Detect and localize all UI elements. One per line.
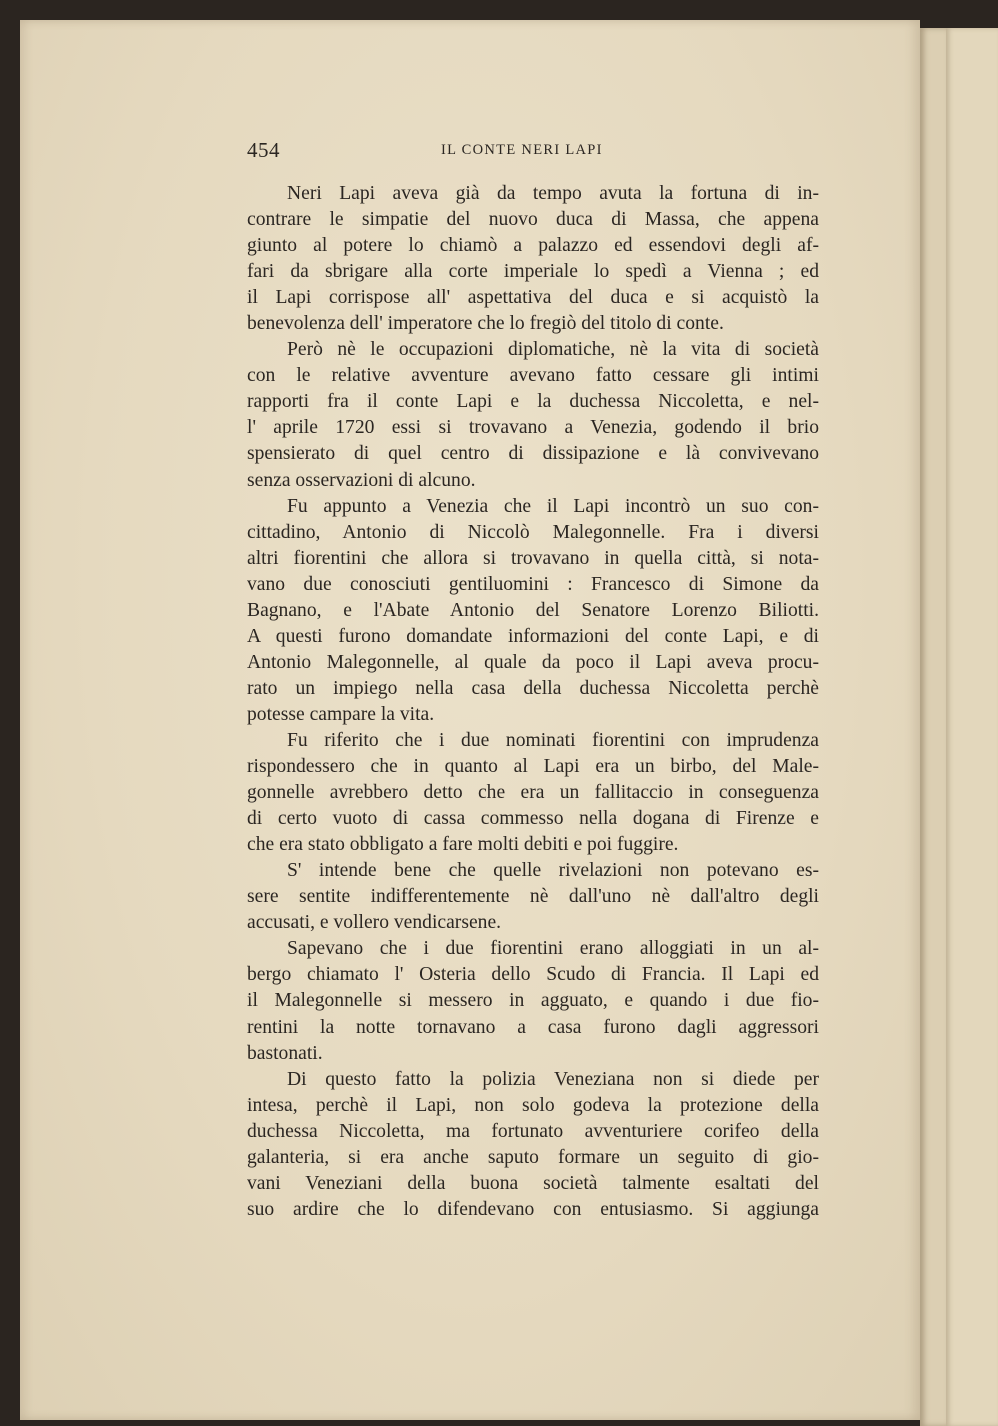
text-line: vani Veneziani della buona società talmente esaltati del — [247, 1172, 819, 1194]
text-line: fari da sbrigare alla corte imperiale lo spedì a Vienna ; ed — [247, 261, 819, 283]
text-line: duchessa Niccoletta, ma fortunato avventuriere corifeo della — [247, 1120, 819, 1142]
text-line: contrare le simpatie del nuovo duca di Massa, che appena — [247, 209, 819, 231]
text-line: gonnelle avrebbero detto che era un fallitaccio in conseguenza — [247, 782, 819, 804]
text-line: benevolenza dell' imperatore che lo fregiò del titolo di conte. — [247, 313, 724, 335]
text-line: rentini la notte tornavano a casa furono dagli aggressori — [247, 1016, 819, 1038]
text-line: accusati, e vollero vendicarsene. — [247, 912, 502, 934]
text-line: Di questo fatto la polizia Veneziana non si diede per — [287, 1068, 819, 1090]
text-line: potesse campare la vita. — [247, 703, 435, 725]
text-line: vano due conosciuti gentiluomini : Francesco di Simone da — [247, 573, 819, 595]
text-line: Fu riferito che i due nominati fiorentini con imprudenza — [287, 729, 819, 751]
text-line: A questi furono domandate informazioni del conte Lapi, e di — [247, 625, 819, 647]
text-line: spensierato di quel centro di dissipazione e là convivevano — [247, 443, 819, 465]
text-line: S' intende bene che quelle rivelazioni non potevano es- — [287, 860, 819, 882]
text-line: Però nè le occupazioni diplomatiche, nè la vita di società — [287, 339, 819, 361]
text-line: che era stato obbligato a fare molti debiti e poi fuggire. — [247, 834, 679, 856]
text-line: bastonati. — [247, 1042, 323, 1064]
text-line: giunto al potere lo chiamò a palazzo ed essendovi degli af- — [247, 235, 819, 257]
text-line: Sapevano che i due fiorentini erano alloggiati in un al- — [287, 938, 819, 960]
text-line: galanteria, si era anche saputo formare un seguito di gio- — [247, 1146, 819, 1168]
text-line: altri fiorentini che allora si trovavano in quella città, si nota- — [247, 547, 819, 569]
text-line: il Lapi corrispose all' aspettativa del duca e si acquistò la — [247, 287, 819, 309]
text-line: bergo chiamato l' Osteria dello Scudo di Francia. Il Lapi ed — [247, 964, 819, 986]
running-title: IL CONTE NERI LAPI — [441, 142, 603, 158]
text-line: rapporti fra il conte Lapi e la duchessa Niccoletta, e nel- — [247, 391, 819, 413]
text-line: l' aprile 1720 essi si trovavano a Venezia, godendo il brio — [247, 417, 819, 439]
text-line: suo ardire che lo difendevano con entusiasmo. Si aggiunga — [247, 1198, 819, 1220]
text-line: Neri Lapi aveva già da tempo avuta la fortuna di in- — [287, 183, 819, 204]
text-line: cittadino, Antonio di Niccolò Malegonnelle. Fra i diversi — [247, 521, 819, 543]
text-line: Fu appunto a Venezia che il Lapi incontrò un suo con- — [287, 495, 819, 517]
text-line: Bagnano, e l'Abate Antonio del Senatore Lorenzo Biliotti. — [247, 599, 819, 621]
page-header — [247, 138, 819, 166]
facing-page-margin — [946, 28, 998, 1426]
text-line: di certo vuoto di cassa commesso nella dogana di Firenze e — [247, 808, 819, 830]
page-number: 454 — [247, 138, 280, 162]
facing-page-edge — [920, 28, 946, 1426]
text-line: Antonio Malegonnelle, al quale da poco il Lapi aveva procu- — [247, 651, 819, 673]
text-line: sere sentite indifferentemente nè dall'uno nè dall'altro degli — [247, 886, 819, 908]
text-line: intesa, perchè il Lapi, non solo godeva la protezione della — [247, 1094, 819, 1116]
text-line: senza osservazioni di alcuno. — [247, 469, 476, 491]
text-line: rispondessero che in quanto al Lapi era un birbo, del Male- — [247, 756, 819, 778]
text-line: il Malegonnelle si messero in agguato, e quando i due fio- — [247, 990, 819, 1012]
text-line: con le relative avventure avevano fatto cessare gli intimi — [247, 365, 819, 387]
body-text — [247, 181, 819, 1223]
text-line: rato un impiego nella casa della duchessa Niccoletta perchè — [247, 677, 819, 699]
